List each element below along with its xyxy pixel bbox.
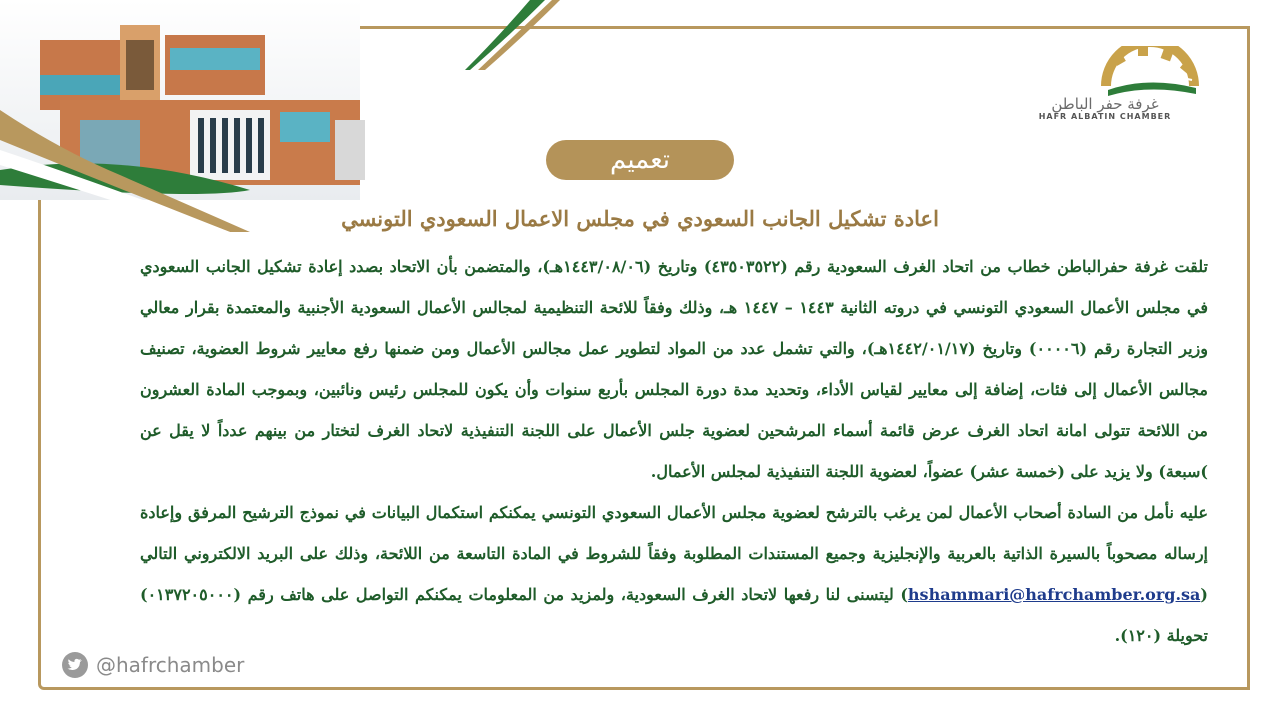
paragraph-2 <box>140 492 1208 656</box>
paragraph-2-end: ) ليتسنى لنا رفعها لاتحاد الغرف السعودية، ولمزيد من المعلومات يمكنكم التواصل على هاتف رقم (٠١٣٧٢٠٥٠٠٠) تحويلة (١٢٠). <box>140 585 1208 645</box>
social-handle-text: @hafrchamber <box>96 653 245 677</box>
page-title: اعادة تشكيل الجانب السعودي في مجلس الاعمال السعودي التونسي <box>341 206 939 231</box>
email-link[interactable]: hshammari@hafrchamber.org.sa <box>907 585 1201 604</box>
logo-english-name: HAFR ALBATIN CHAMBER <box>1038 112 1172 121</box>
social-handle[interactable] <box>62 652 244 678</box>
circular-body <box>140 246 1208 656</box>
logo-arabic-name: غرفة حفر الباطن <box>1051 95 1159 113</box>
twitter-bird-icon <box>62 652 88 678</box>
paragraph-1: تلقت غرفة حفرالباطن خطاب من اتحاد الغرف السعودية رقم (٤٣٥٠٣٥٢٢) وتاريخ (١٤٤٣/٠٨/٠٦هـ)، والمتضمن بأن الاتحاد بصدد إعادة تشكيل الجانب السعودي في مجلس الأعمال السعودي التونسي في دروته الثانية ١٤٤٣ – ١٤٤٧ هـ، وذلك وفقاً للائحة التنظيمية لمجالس الأعمال السعودية الأجنبية والمعتمدة بقرار معالي وزير التجارة رقم (٠٠٠٠٦) وتاريخ (١٤٤٢/٠١/١٧هـ)، والتي تشمل عدد من المواد لتطوير عمل مجالس الأعمال ومن ضمنها رفع معايير شروط العضوية، تصنيف مجالس الأعمال إلى فئات، إضافة إلى معايير لقياس الأداء، وتحديد مدة دورة المجلس بأربع سنوات وأن يكون للمجلس رئيس ونائبين، وبموجب المادة العشرون من اللائحة تتولى امانة اتحاد الغرف عرض قائمة أسماء المرشحين لعضوية جلس الأعمال على اللجنة التنفيذية لاتحاد الغرف لتختار من بينهم عدداً لا يقل عن )سبعة) ولا يزيد على (خمسة عشر) عضواً، لعضوية اللجنة التنفيذية لمجلس الأعمال. <box>140 257 1209 481</box>
paragraph-2-start: عليه نأمل من السادة أصحاب الأعمال لمن يرغب بالترشح لعضوية مجلس الأعمال السعودي التونسي يمكنكم استكمال البيانات في نموذج الترشيح المرفق وإعادة إرساله مصحوباً بالسيرة الذاتية بالعربية والإنجليزية وجميع المستندات المطلوبة وفقاً للشروط في المادة التاسعة من اللائحة، وذلك على البريد الالكتروني التالي ( <box>140 503 1208 604</box>
building-photo <box>0 0 560 240</box>
circular-badge: تعميم <box>546 140 734 180</box>
